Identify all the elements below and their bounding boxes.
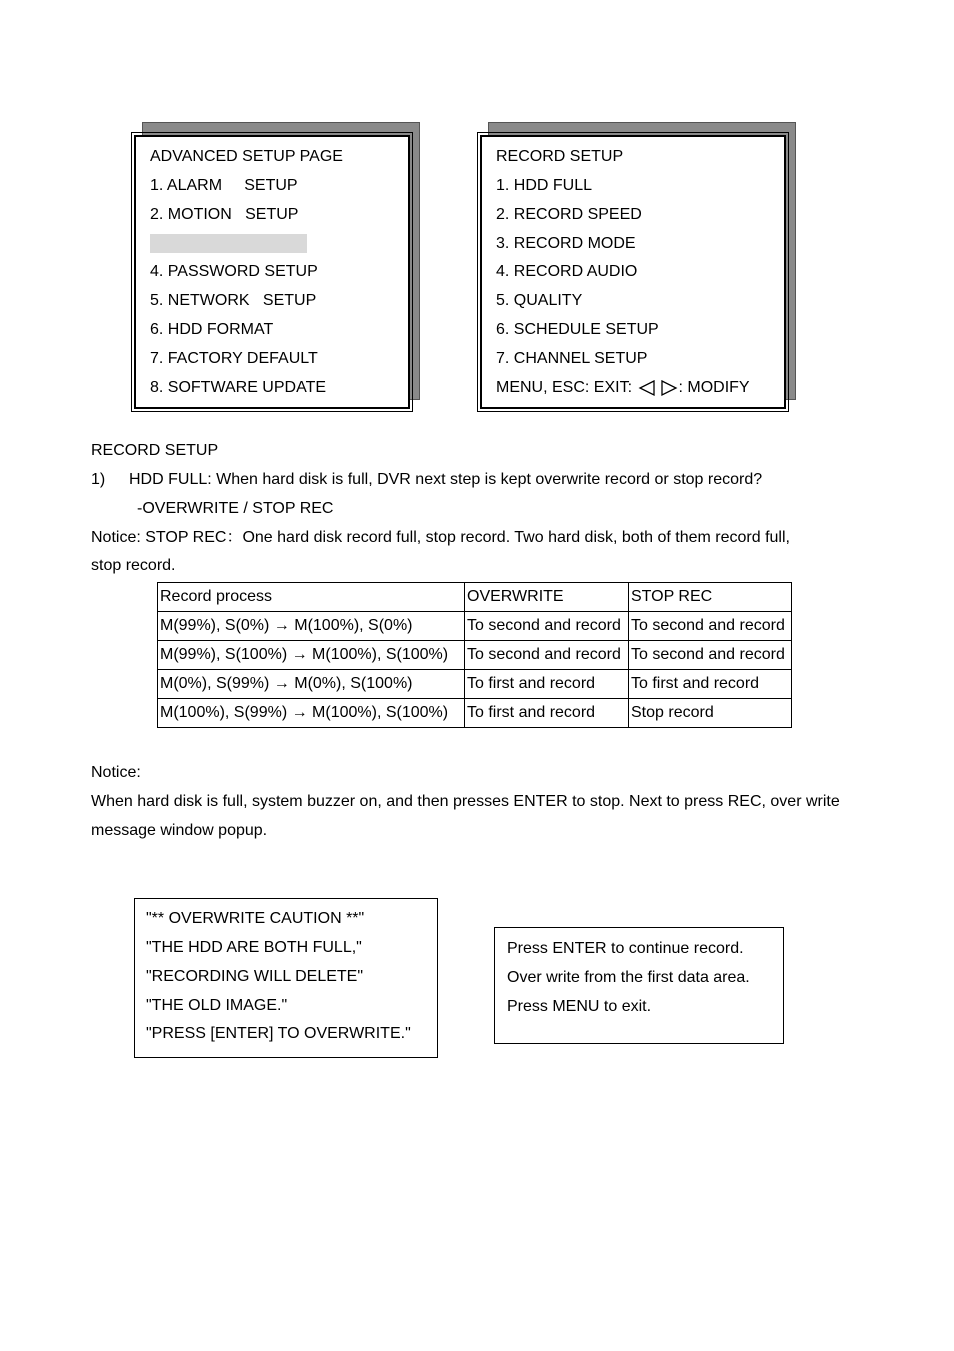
popup-line: "THE OLD IMAGE." xyxy=(146,997,288,1014)
popup-line: Press ENTER to continue record. xyxy=(507,940,744,957)
menu-footer xyxy=(496,378,750,398)
table-cell: To first and record xyxy=(465,699,629,728)
table-cell: M(99%), S(100%) → M(100%), S(100%) xyxy=(158,641,465,670)
menu-title: ADVANCED SETUP PAGE xyxy=(150,148,343,165)
record-setup-menu xyxy=(478,122,798,412)
notice-hdd-full-line2: message window popup. xyxy=(91,822,268,839)
table-cell: To second and record xyxy=(629,641,792,670)
table-header: Record process xyxy=(158,583,465,612)
popup-line: "** OVERWRITE CAUTION **" xyxy=(146,910,365,927)
menu-item-factory-default[interactable]: 7. FACTORY DEFAULT xyxy=(150,350,318,367)
popup-line: "RECORDING WILL DELETE" xyxy=(146,968,364,985)
section-heading: RECORD SETUP xyxy=(91,442,219,459)
menu-item-hdd-full[interactable]: 1. HDD FULL xyxy=(496,177,593,194)
item-number: 1) xyxy=(91,471,106,488)
table-cell: M(100%), S(99%) → M(100%), S(100%) xyxy=(158,699,465,728)
table-cell: M(99%), S(0%) → M(100%), S(0%) xyxy=(158,612,465,641)
notice-hdd-full-line1: When hard disk is full, system buzzer on, and then presses ENTER to stop. Next to press REC, over write xyxy=(91,793,840,810)
table-cell: To second and record xyxy=(465,641,629,670)
menu-item-record-speed[interactable]: 2. RECORD SPEED xyxy=(496,206,642,223)
notice-title: Notice: xyxy=(91,764,141,781)
notice-stop-rec-line2: stop record. xyxy=(91,557,176,574)
menu-item-record-mode[interactable]: 3. RECORD MODE xyxy=(496,235,636,252)
table-cell: To first and record xyxy=(465,670,629,699)
table-cell: To first and record xyxy=(629,670,792,699)
menu-item-quality[interactable]: 5. QUALITY xyxy=(496,292,583,309)
triangle-left-icon xyxy=(636,379,658,397)
table-cell: To second and record xyxy=(629,612,792,641)
table-cell: To second and record xyxy=(465,612,629,641)
menu-item-motion-setup[interactable]: 2. MOTION SETUP xyxy=(150,206,299,223)
menu-item-network-setup[interactable]: 5. NETWORK SETUP xyxy=(150,292,317,309)
menu-item-record-audio[interactable]: 4. RECORD AUDIO xyxy=(496,263,638,280)
menu-frame xyxy=(480,135,786,409)
popup-line: "THE HDD ARE BOTH FULL," xyxy=(146,939,362,956)
menu-footer-exit: MENU, ESC: EXIT: xyxy=(496,379,633,396)
item-description: HDD FULL: When hard disk is full, DVR next step is kept overwrite record or stop record? xyxy=(129,471,763,488)
item-options: -OVERWRITE / STOP REC xyxy=(137,500,334,517)
advanced-setup-menu xyxy=(132,122,422,412)
table-row xyxy=(158,699,792,728)
menu-item-channel-setup[interactable]: 7. CHANNEL SETUP xyxy=(496,350,648,367)
menu-item-software-update[interactable]: 8. SOFTWARE UPDATE xyxy=(150,379,327,396)
menu-item-schedule-setup[interactable]: 6. SCHEDULE SETUP xyxy=(496,321,659,338)
table-header: STOP REC xyxy=(629,583,792,612)
overwrite-caution-popup xyxy=(134,898,438,1058)
notice-stop-rec-line1: Notice: STOP REC：One hard disk record full, stop record. Two hard disk, both of them record full, xyxy=(91,529,790,546)
table-row xyxy=(158,612,792,641)
popup-line: "PRESS [ENTER] TO OVERWRITE." xyxy=(146,1025,411,1042)
popup-line: Over write from the first data area. xyxy=(507,969,750,986)
menu-item-selected-highlight[interactable] xyxy=(150,234,307,253)
menu-footer-modify: : MODIFY xyxy=(678,379,750,396)
record-process-table xyxy=(157,582,792,728)
menu-title: RECORD SETUP xyxy=(496,148,624,165)
table-cell: M(0%), S(99%) → M(0%), S(100%) xyxy=(158,670,465,699)
menu-item-hdd-format[interactable]: 6. HDD FORMAT xyxy=(150,321,274,338)
table-header-row xyxy=(158,583,792,612)
popup-line: Press MENU to exit. xyxy=(507,998,652,1015)
table-header: OVERWRITE xyxy=(465,583,629,612)
menu-item-password-setup[interactable]: 4. PASSWORD SETUP xyxy=(150,263,318,280)
table-cell: Stop record xyxy=(629,699,792,728)
triangle-right-icon xyxy=(658,379,678,397)
table-row xyxy=(158,641,792,670)
menu-item-alarm-setup[interactable]: 1. ALARM SETUP xyxy=(150,177,298,194)
menu-frame xyxy=(134,135,410,409)
continue-record-popup xyxy=(494,927,784,1044)
table-row xyxy=(158,670,792,699)
